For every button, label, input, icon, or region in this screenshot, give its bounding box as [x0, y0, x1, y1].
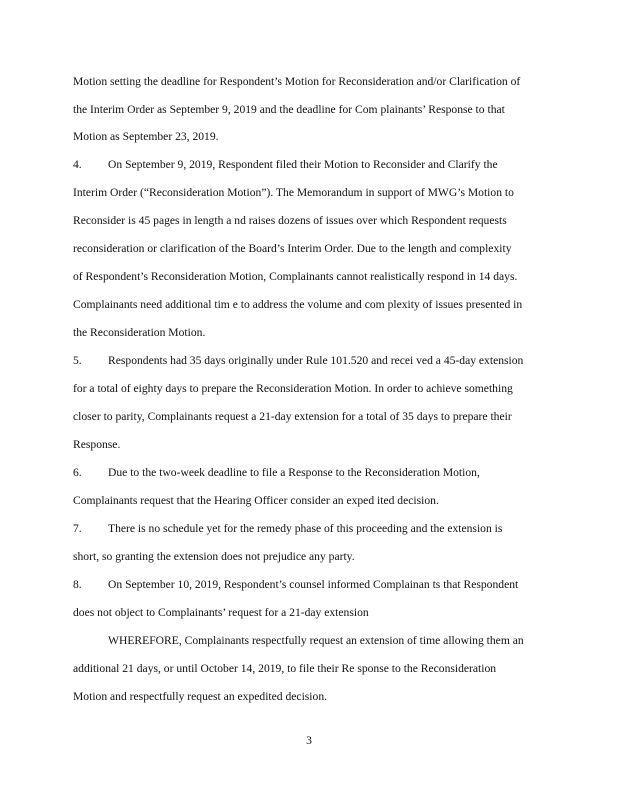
intro-line-2: the Interim Order as September 9, 2019 and the deadline for Com plainants’ Response to that	[73, 103, 505, 116]
paragraph-5-line-3: closer to parity, Complainants request a 21-day extension for a total of 35 days to prepare their	[73, 410, 512, 423]
paragraph-6-line-2: Complainants request that the Hearing Officer consider an exped ited decision.	[73, 494, 439, 507]
paragraph-4-line-6: Complainants need additional tim e to address the volume and com plexity of issues presented in	[73, 298, 523, 311]
paragraph-6-number: 6.	[73, 466, 82, 479]
paragraph-5-number: 5.	[73, 354, 82, 367]
paragraph-8-number: 8.	[73, 578, 82, 591]
paragraph-5-line-2: for a total of eighty days to prepare the Reconsideration Motion. In order to achieve something	[73, 382, 513, 395]
paragraph-4-line-4: reconsideration or clarification of the Board’s Interim Order. Due to the length and complexity	[73, 242, 512, 255]
intro-line-1: Motion setting the deadline for Respondent’s Motion for Reconsideration and/or Clarification of	[73, 75, 521, 88]
paragraph-6-first-line: Due to the two-week deadline to file a Response to the Reconsideration Motion,	[108, 466, 480, 479]
paragraph-7-first-line: There is no schedule yet for the remedy phase of this proceeding and the extension is	[108, 522, 503, 535]
paragraph-4-line-3: Reconsider is 45 pages in length a nd raises dozens of issues over which Respondent requests	[73, 214, 507, 227]
wherefore-line-2: additional 21 days, or until October 14, 2019, to file their Re sponse to the Reconsideration	[73, 662, 497, 675]
paragraph-4-line-7: the Reconsideration Motion.	[73, 326, 206, 339]
paragraph-4-first-line: On September 9, 2019, Respondent filed their Motion to Reconsider and Clarify the	[108, 158, 498, 171]
paragraph-4-line-2: Interim Order (“Reconsideration Motion”). The Memorandum in support of MWG’s Motion to	[73, 186, 514, 199]
paragraph-8-first-line: On September 10, 2019, Respondent’s counsel informed Complainan ts that Respondent	[108, 578, 519, 591]
wherefore-first-line: WHEREFORE, Complainants respectfully request an extension of time allowing them an	[108, 634, 524, 647]
paragraph-4-line-5: of Respondent’s Reconsideration Motion, Complainants cannot realistically respond in 14 days.	[73, 270, 518, 283]
paragraph-7-number: 7.	[73, 522, 82, 535]
paragraph-8-line-2: does not object to Complainants’ request for a 21-day extension	[73, 606, 369, 619]
paragraph-5-line-4: Response.	[73, 438, 121, 451]
wherefore-line-3: Motion and respectfully request an expedited decision.	[73, 690, 328, 703]
intro-line-3: Motion as September 23, 2019.	[73, 130, 219, 143]
paragraph-5-first-line: Respondents had 35 days originally under Rule 101.520 and recei ved a 45-day extension	[108, 354, 524, 367]
page-number: 3	[306, 734, 312, 747]
paragraph-4-number: 4.	[73, 158, 82, 171]
paragraph-7-line-2: short, so granting the extension does not prejudice any party.	[73, 550, 355, 563]
